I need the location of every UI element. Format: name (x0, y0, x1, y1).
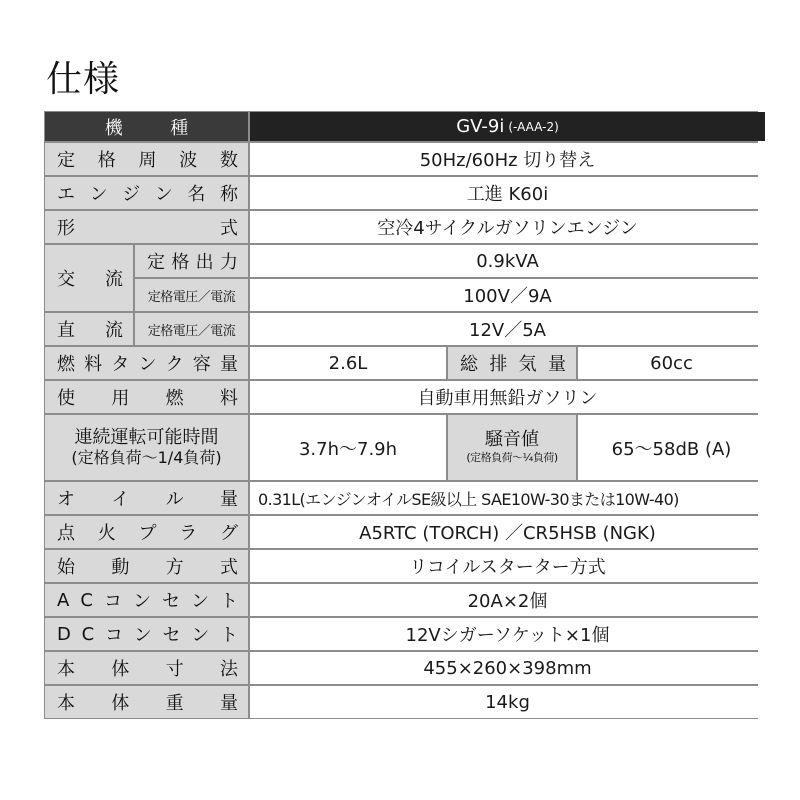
ac-output-label: 定 格 出 力 (135, 245, 248, 277)
runtime-label-line1: 連続運転可能時間 (74, 426, 219, 448)
dc-label: 直 流 (45, 313, 133, 345)
noise-label-main: 騒音値 (485, 428, 539, 450)
model-header-value (250, 112, 765, 141)
noise-value: 65〜58dB (A) (578, 415, 765, 480)
runtime-label (45, 415, 248, 480)
weight-label: 本 体 重 量 (45, 686, 248, 718)
tank-value: 2.6L (250, 347, 446, 379)
noise-label (448, 415, 576, 480)
page-title: 仕様 (46, 59, 121, 100)
freq-label: 定 格 周 波 数 (45, 143, 248, 175)
model-suffix: (-AAA-2) (508, 119, 559, 134)
tank-label: 燃 料 タ ン ク 容 量 (45, 347, 248, 379)
dc-vi-value: 12V／5A (250, 313, 765, 345)
ac-outlet-label: A C コ ン セ ン ト (45, 584, 248, 616)
model-name: GV-9i (456, 116, 505, 137)
fuel-value: 自動車用無鉛ガソリン (250, 381, 765, 413)
dc-vi-label: 定格電圧／電流 (135, 313, 248, 345)
start-label: 始 動 方 式 (45, 550, 248, 582)
ac-vi-label: 定格電圧／電流 (135, 279, 248, 311)
ac-output-value: 0.9kVA (250, 245, 765, 277)
dims-label: 本 体 寸 法 (45, 652, 248, 684)
engine-name-label: エ ン ジ ン 名 称 (45, 177, 248, 209)
runtime-value: 3.7h〜7.9h (250, 415, 446, 480)
ac-vi-value: 100V／9A (250, 279, 765, 311)
dc-outlet-value: 12Vシガーソケット×1個 (250, 618, 765, 650)
fuel-label: 使 用 燃 料 (45, 381, 248, 413)
freq-value: 50Hz/60Hz 切り替え (250, 143, 765, 175)
noise-label-sub: (定格負荷〜¼負荷) (466, 450, 558, 464)
ac-outlet-value: 20A×2個 (250, 584, 765, 616)
displacement-value: 60cc (578, 347, 765, 379)
plug-label: 点 火 プ ラ グ (45, 516, 248, 548)
runtime-label-line2: (定格負荷〜1/4負荷) (71, 447, 222, 467)
dims-value: 455×260×398mm (250, 652, 765, 684)
dc-outlet-label: D C コ ン セ ン ト (45, 618, 248, 650)
type-label: 形 式 (45, 211, 248, 243)
type-value: 空冷4サイクルガソリンエンジン (250, 211, 765, 243)
oil-label: オ イ ル 量 (45, 482, 248, 514)
plug-value: A5RTC (TORCH) ／CR5HSB (NGK) (250, 516, 765, 548)
model-header-label: 機 種 (45, 112, 248, 141)
displacement-label: 総 排 気 量 (448, 347, 576, 379)
spec-table (44, 111, 758, 719)
engine-name-value: 工進 K60i (250, 177, 765, 209)
start-value: リコイルスターター方式 (250, 550, 765, 582)
oil-value: 0.31L(エンジンオイルSE級以上 SAE10W-30または10W-40) (250, 482, 765, 514)
weight-value: 14kg (250, 686, 765, 718)
ac-label: 交 流 (45, 245, 133, 311)
